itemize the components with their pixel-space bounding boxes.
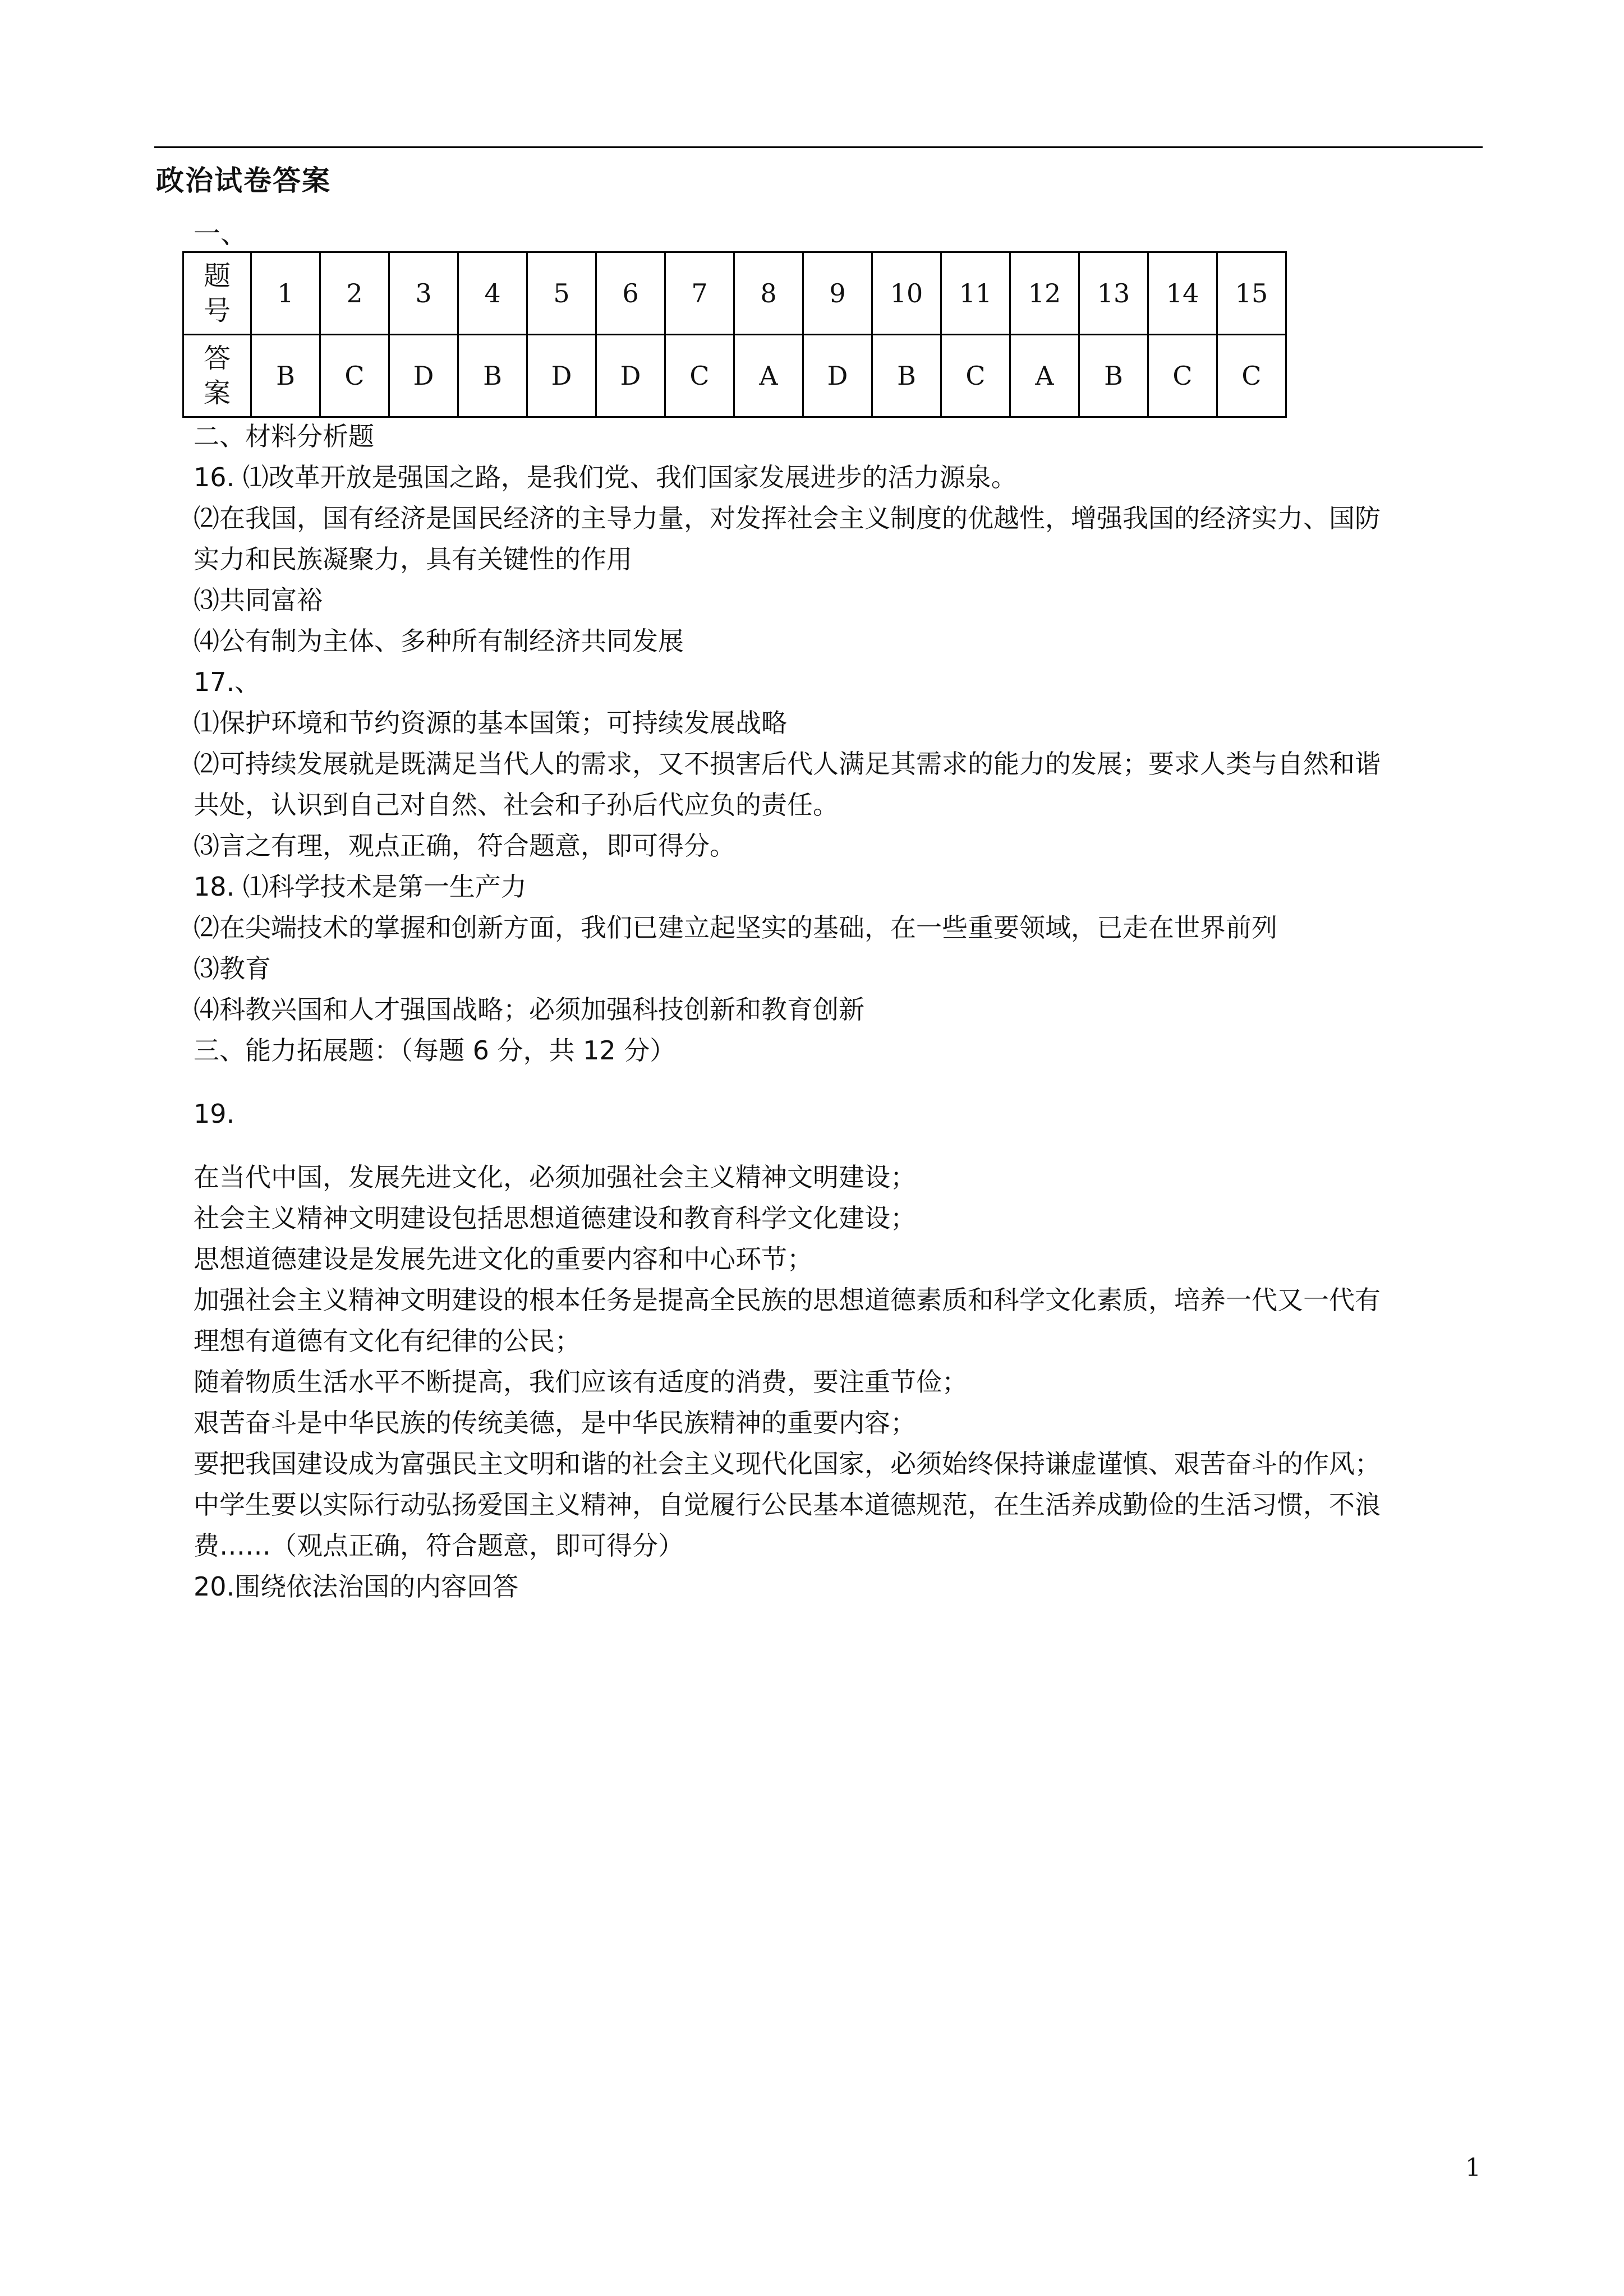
answer-cell: C bbox=[1217, 335, 1286, 417]
answer-body bbox=[194, 416, 1461, 1607]
question-number-cell: 7 bbox=[665, 252, 734, 335]
text-line: 费……（观点正确，符合题意，即可得分） bbox=[194, 1530, 684, 1561]
question-number-cell: 14 bbox=[1148, 252, 1217, 335]
answer-row bbox=[183, 335, 1286, 417]
question-number-header: 题 号 bbox=[183, 252, 251, 335]
section-three-heading: 三、能力拓展题：（每题 6 分，共 12 分） bbox=[194, 1035, 676, 1066]
answer-cell: B bbox=[458, 335, 527, 417]
answer-cell: B bbox=[1079, 335, 1148, 417]
question-number-cell: 9 bbox=[803, 252, 872, 335]
question-number-cell: 4 bbox=[458, 252, 527, 335]
header-rule bbox=[154, 146, 1483, 148]
text-line: 思想道德建设是发展先进文化的重要内容和中心环节； bbox=[194, 1244, 813, 1274]
answer-header: 答 案 bbox=[183, 335, 251, 417]
answer-cell: C bbox=[665, 335, 734, 417]
text-line: ⑴保护环境和节约资源的基本国策；可持续发展战略 bbox=[194, 708, 787, 738]
text-line: ⑶教育 bbox=[194, 953, 271, 984]
question-number-cell: 6 bbox=[596, 252, 665, 335]
answer-cell: D bbox=[527, 335, 596, 417]
text-line: 实力和民族凝聚力，具有关键性的作用 bbox=[194, 544, 632, 574]
text-line: 社会主义精神文明建设包括思想道德建设和教育科学文化建设； bbox=[194, 1203, 916, 1233]
text-line: 16. ⑴改革开放是强国之路，是我们党、我们国家发展进步的活力源泉。 bbox=[194, 462, 1017, 492]
question-number-cell: 15 bbox=[1217, 252, 1286, 335]
question-number-cell: 11 bbox=[941, 252, 1010, 335]
text-line: 要把我国建设成为富强民主文明和谐的社会主义现代化国家，必须始终保持谦虚谨慎、艰苦奋斗的作风； bbox=[194, 1449, 1381, 1479]
question-number-cell: 10 bbox=[872, 252, 941, 335]
answer-cell: D bbox=[389, 335, 458, 417]
answer-table bbox=[182, 251, 1287, 418]
answer-cell: C bbox=[1148, 335, 1217, 417]
answer-cell: A bbox=[734, 335, 803, 417]
text-line: ⑵可持续发展就是既满足当代人的需求，又不损害后代人满足其需求的能力的发展；要求人类与自然和谐 bbox=[194, 749, 1381, 779]
page-title: 政治试卷答案 bbox=[156, 164, 331, 197]
section-one-heading: 一、 bbox=[194, 218, 248, 250]
text-line: 加强社会主义精神文明建设的根本任务是提高全民族的思想道德素质和科学文化素质，培养一代又一代有 bbox=[194, 1285, 1381, 1315]
text-line: ⑶言之有理，观点正确，符合题意，即可得分。 bbox=[194, 831, 735, 861]
text-line: 18. ⑴科学技术是第一生产力 bbox=[194, 872, 527, 902]
text-line: 中学生要以实际行动弘扬爱国主义精神，自觉履行公民基本道德规范，在生活养成勤俭的生活习惯，不浪 bbox=[194, 1490, 1381, 1520]
question-number-cell: 3 bbox=[389, 252, 458, 335]
page-number: 1 bbox=[1465, 2154, 1481, 2182]
text-line: 17.、 bbox=[194, 667, 261, 697]
question-number-row bbox=[183, 252, 1286, 335]
question-number-cell: 12 bbox=[1010, 252, 1079, 335]
answer-cell: D bbox=[803, 335, 872, 417]
question-number-cell: 2 bbox=[320, 252, 389, 335]
text-line: ⑶共同富裕 bbox=[194, 585, 323, 615]
answer-cell: C bbox=[941, 335, 1010, 417]
answer-cell: D bbox=[596, 335, 665, 417]
text-line: 在当代中国，发展先进文化，必须加强社会主义精神文明建设； bbox=[194, 1162, 916, 1192]
text-line: ⑷公有制为主体、多种所有制经济共同发展 bbox=[194, 626, 684, 656]
text-line: ⑵在尖端技术的掌握和创新方面，我们已建立起坚实的基础，在一些重要领域，已走在世界前列 bbox=[194, 912, 1277, 943]
answer-cell: A bbox=[1010, 335, 1079, 417]
text-line: ⑷科教兴国和人才强国战略；必须加强科技创新和教育创新 bbox=[194, 994, 864, 1025]
text-line: 共处，认识到自己对自然、社会和子孙后代应负的责任。 bbox=[194, 790, 839, 820]
question-number-cell: 1 bbox=[251, 252, 320, 335]
text-line: 20.围绕依法治国的内容回答 bbox=[194, 1571, 519, 1602]
text-line: 随着物质生活水平不断提高，我们应该有适度的消费，要注重节俭； bbox=[194, 1367, 968, 1397]
text-line: 理想有道德有文化有纪律的公民； bbox=[194, 1326, 581, 1356]
section-two-heading: 二、材料分析题 bbox=[194, 421, 374, 451]
text-line: ⑵在我国，国有经济是国民经济的主导力量，对发挥社会主义制度的优越性，增强我国的经济实力、国防 bbox=[194, 503, 1381, 533]
answer-cell: B bbox=[872, 335, 941, 417]
answer-cell: B bbox=[251, 335, 320, 417]
answer-cell: C bbox=[320, 335, 389, 417]
text-line: 19. bbox=[194, 1099, 235, 1129]
question-number-cell: 5 bbox=[527, 252, 596, 335]
question-number-cell: 13 bbox=[1079, 252, 1148, 335]
text-line: 艰苦奋斗是中华民族的传统美德，是中华民族精神的重要内容； bbox=[194, 1408, 916, 1438]
question-number-cell: 8 bbox=[734, 252, 803, 335]
